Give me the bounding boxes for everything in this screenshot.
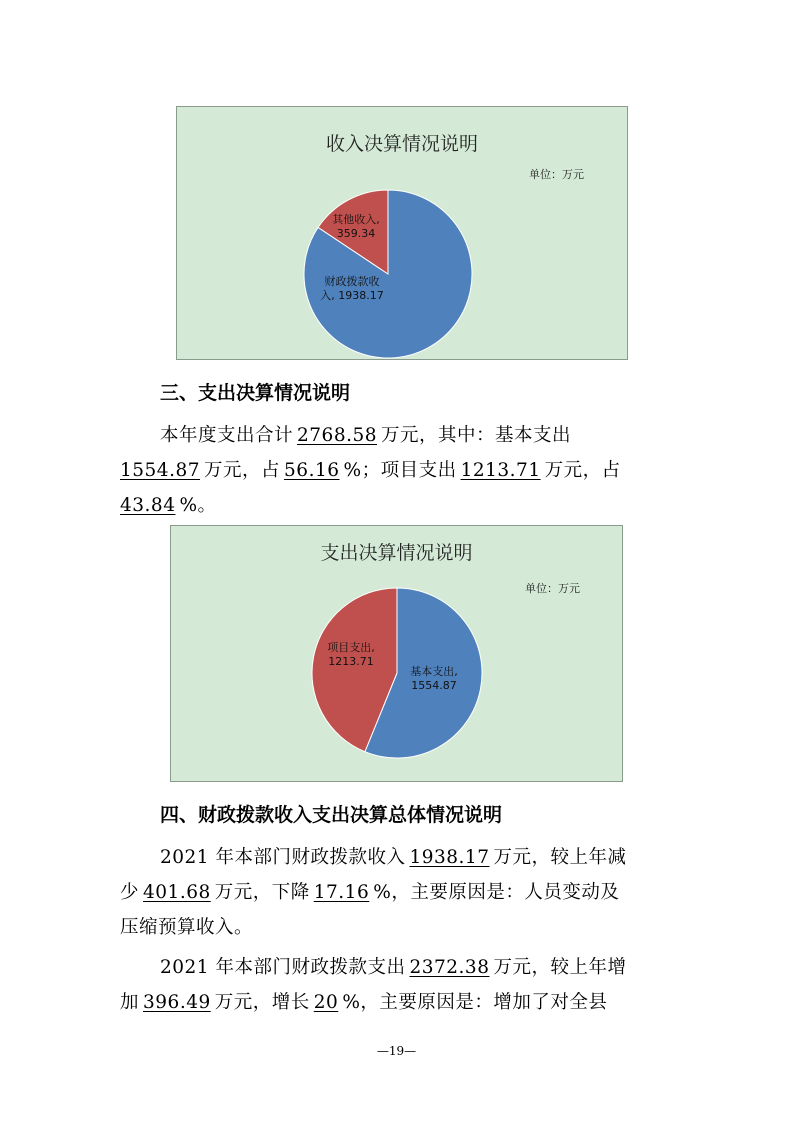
slice-label: 基本支出, — [410, 665, 458, 678]
expense-increase-value: 396.49 — [143, 992, 211, 1013]
expense-pie — [171, 526, 624, 783]
income-decrease-pct: 17.16 — [313, 882, 370, 903]
expense-increase-pct: 20 — [313, 992, 339, 1013]
text: %，主要原因是：人员变动及 — [373, 882, 620, 903]
text: 本年度支出合计 — [160, 425, 294, 446]
section4-paragraph-line2 — [120, 878, 619, 904]
text: 万元，增长 — [214, 992, 310, 1013]
text: 万元，占 — [544, 460, 621, 481]
page-number: —19— — [376, 1044, 417, 1058]
section4-heading: 四、财政拨款收入支出决算总体情况说明 — [160, 804, 503, 826]
appropriation-expense-value: 2372.38 — [409, 957, 490, 978]
section3-paragraph-line1 — [160, 421, 571, 447]
total-expense-value: 2768.58 — [297, 425, 378, 446]
text: %。 — [179, 495, 217, 516]
section3-paragraph-line2 — [120, 456, 621, 482]
expense-chart-title: 支出决算情况说明 — [320, 542, 473, 564]
section4-paragraph-line5 — [120, 988, 607, 1014]
income-pie — [177, 107, 629, 361]
section4-paragraph-line4 — [160, 953, 627, 979]
slice-label: 财政拨款收 — [324, 275, 380, 288]
project-expense-pct: 43.84 — [120, 495, 176, 516]
text: 万元，其中：基本支出 — [381, 425, 572, 446]
text: 2021 年本部门财政拨款支出 — [160, 957, 406, 978]
text: 少 — [120, 882, 140, 903]
text: 万元，较上年减 — [493, 847, 627, 868]
text: 加 — [120, 992, 140, 1013]
slice-label: 1213.71 — [328, 655, 374, 668]
text: %；项目支出 — [343, 460, 457, 481]
section3-heading: 三、支出决算情况说明 — [160, 382, 351, 404]
slice-label: 其他收入, — [332, 213, 380, 226]
income-chart — [176, 106, 628, 360]
slice-label: 入, 1938.17 — [320, 289, 384, 302]
text: %，主要原因是：增加了对全县 — [342, 992, 608, 1013]
basic-expense-pct: 56.16 — [284, 460, 340, 481]
income-decrease-value: 401.68 — [143, 882, 211, 903]
text: 万元，占 — [204, 460, 281, 481]
section4-paragraph-line3: 压缩预算收入。 — [120, 917, 254, 938]
expense-chart-unit: 单位：万元 — [525, 582, 580, 595]
section3-paragraph-line3 — [120, 491, 217, 517]
slice-label: 项目支出, — [327, 641, 375, 654]
expense-chart — [170, 525, 623, 782]
income-chart-title: 收入决算情况说明 — [325, 133, 478, 155]
text: 万元，较上年增 — [493, 957, 627, 978]
text: 2021 年本部门财政拨款收入 — [160, 847, 406, 868]
text: 万元，下降 — [214, 882, 310, 903]
slice-label: 359.34 — [336, 227, 376, 240]
income-chart-unit: 单位：万元 — [529, 168, 584, 181]
section4-paragraph-line1 — [160, 843, 627, 869]
slice-label: 1554.87 — [411, 679, 457, 692]
project-expense-value: 1213.71 — [460, 460, 541, 481]
basic-expense-value: 1554.87 — [120, 460, 201, 481]
appropriation-income-value: 1938.17 — [409, 847, 490, 868]
